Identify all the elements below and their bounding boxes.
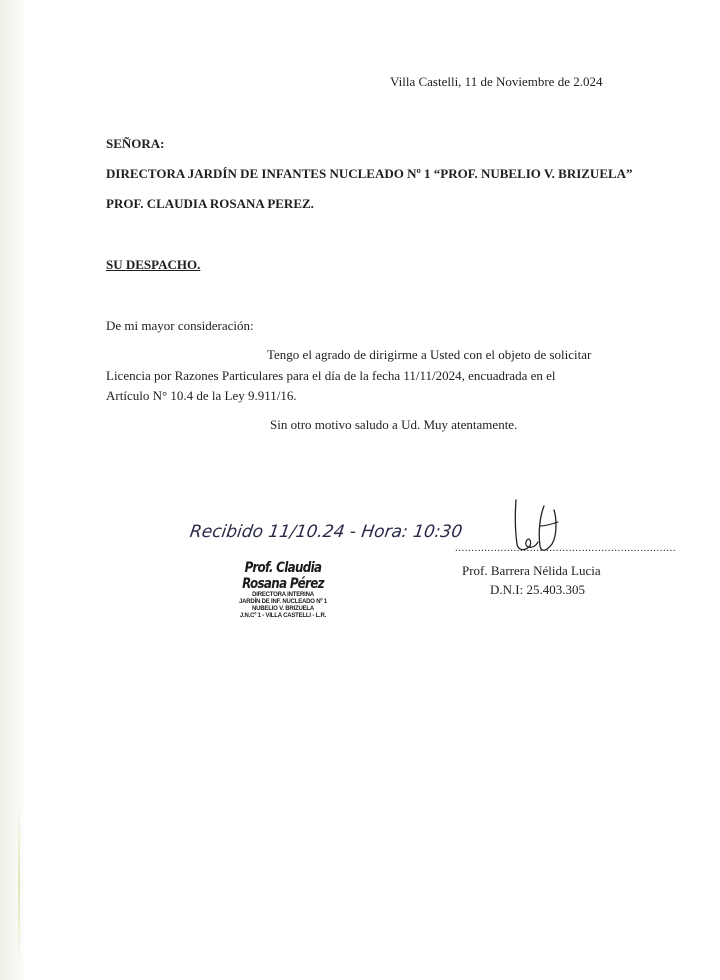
stamp-line-4: J.N.Cº 1 - VILLA CASTELLI - L.R. [239,613,327,619]
stamp-name: Prof. Claudia Rosana Pérez [242,560,324,592]
scan-edge-shade [0,0,28,980]
stamp-line-2: JARDÍN DE INF. NUCLEADO Nº 1 [239,599,327,605]
body-line-3: Artículo N° 10.4 de la Ley 9.911/16. [106,388,297,403]
stamp-line-3: NUBELIO V. BRIZUELA [252,606,314,612]
signer-dni: D.N.I: 25.403.305 [490,582,585,597]
recipient-line-2: PROF. CLAUDIA ROSANA PEREZ. [106,196,314,211]
signer-name: Prof. Barrera Nélida Lucia [462,563,601,578]
office-line: SU DESPACHO. [106,257,201,272]
closing-line: Sin otro motivo saludo a Ud. Muy atentamente. [270,417,518,432]
date-line: Villa Castelli, 11 de Noviembre de 2.024 [390,74,603,89]
stamp-line-1: DIRECTORA INTERINA [252,592,314,598]
signature-line: .................................................................... [455,542,676,554]
salutation-title: SEÑORA: [106,136,165,151]
scan-edge-mark [18,800,20,970]
received-stamp [218,560,348,620]
recipient-line-1: DIRECTORA JARDÍN DE INFANTES NUCLEADO Nº 1 “PROF. NUBELIO V. BRIZUELA” [106,166,633,181]
greeting: De mi mayor consideración: [106,318,254,333]
received-handwritten-note: Recibido 11/10.24 - Hora: 10:30 [188,522,464,542]
body-line-2: Licencia por Razones Particulares para el día de la fecha 11/11/2024, encuadrada en el [106,368,556,383]
body-line-1: Tengo el agrado de dirigirme a Usted con el objeto de solicitar [267,347,592,362]
